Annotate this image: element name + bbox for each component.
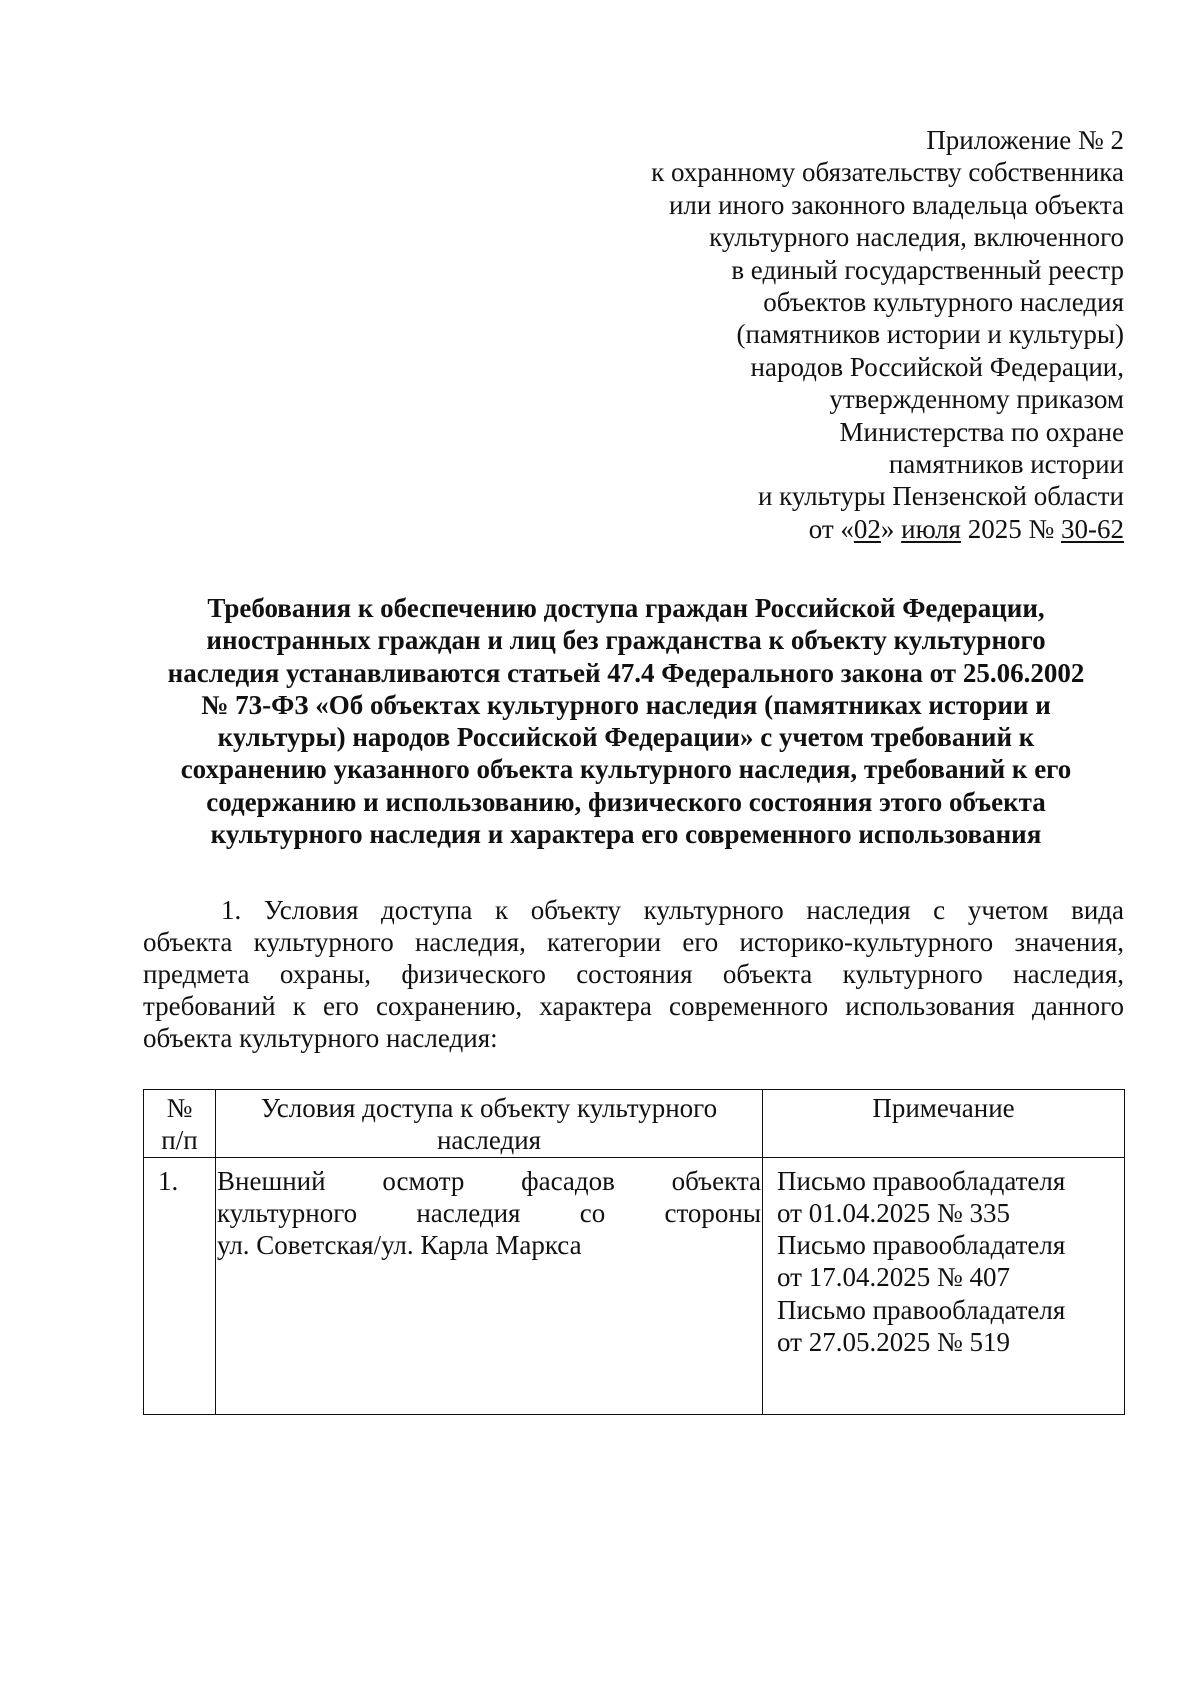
note-line: Письмо правообладателя (777, 1165, 1066, 1196)
date-year-label: 2025 № (960, 513, 1061, 544)
paragraph-line: 1. Условия доступа к объекту культурного наследия с учетом вида (221, 895, 1124, 925)
appendix-line: Приложение № 2 (926, 125, 1124, 155)
date-prefix: от « (808, 513, 854, 544)
appendix-line: утвержденному приказом (829, 384, 1124, 415)
appendix-line: и культуры Пензенской области (757, 481, 1124, 512)
note-line: от 01.04.2025 № 335 (777, 1197, 1010, 1228)
table-header-row (144, 1090, 1125, 1158)
note-line: от 27.05.2025 № 519 (777, 1327, 1010, 1358)
conditions-line: ул. Советская/ул. Карла Маркса (217, 1230, 582, 1261)
heading-line: иностранных граждан и лиц без гражданства к объекту культурного (206, 625, 1046, 656)
appendix-line: в единый государственный реестр (731, 254, 1124, 285)
appendix-line: культурного наследия, включенного (709, 222, 1124, 253)
heading-line: наследия устанавливаются статьей 47.4 Федерального закона от 25.06.2002 (167, 657, 1085, 688)
date-month: июля (901, 513, 961, 544)
heading-line: № 73-ФЗ «Об объектах культурного наследия (памятниках истории и (201, 689, 1051, 720)
heading-line: культурного наследия и характера его современного использования (210, 819, 1042, 850)
note-line: от 17.04.2025 № 407 (777, 1262, 1010, 1293)
conditions-line: культурного наследия со стороны (217, 1197, 761, 1228)
header-conditions (216, 1090, 763, 1158)
heading-line: культуры) народов Российской Федерации» с учетом требований к (217, 722, 1035, 753)
heading-line: содержанию и использованию, физического состояния этого объекта (206, 786, 1046, 817)
appendix-line: памятников истории (888, 449, 1124, 480)
appendix-line: или иного законного владельца объекта (668, 189, 1124, 220)
appendix-line: к охранному обязательству собственника (651, 157, 1124, 188)
header-number-line: № (166, 1093, 193, 1123)
order-number: 30-62 (1061, 513, 1124, 544)
paragraph-line: требований к его сохранению, характера современного использования данного (143, 991, 1124, 1022)
table-row (144, 1157, 1125, 1414)
appendix-line: Министерства по охране (839, 416, 1124, 447)
appendix-line: (памятников истории и культуры) (736, 319, 1124, 350)
header-note: Примечание (763, 1090, 1125, 1158)
note-line: Письмо правообладателя (777, 1230, 1066, 1261)
row-number: 1. (144, 1157, 216, 1414)
paragraph-line: объекта культурного наследия: (143, 1023, 498, 1054)
appendix-block (651, 124, 1124, 545)
appendix-line: объектов культурного наследия (763, 287, 1124, 318)
header-number (144, 1090, 216, 1158)
header-conditions-line: наследия (436, 1125, 542, 1156)
row-note (763, 1157, 1125, 1414)
paragraph-line: объекта культурного наследия, категории его историко-культурного значения, (143, 927, 1124, 958)
appendix-line: народов Российской Федерации, (750, 351, 1124, 382)
appendix-date-line (651, 513, 1124, 545)
date-separator: » (880, 513, 902, 544)
heading-line: Требования к обеспечению доступа граждан Российской Федерации, (207, 593, 1045, 623)
conditions-line: Внешний осмотр фасадов объекта (217, 1165, 761, 1196)
row-conditions (216, 1157, 763, 1414)
header-number-line: п/п (161, 1125, 198, 1156)
date-day: 02 (853, 513, 881, 544)
access-conditions-table (143, 1089, 1125, 1415)
header-conditions-line: Условия доступа к объекту культурного (260, 1093, 718, 1123)
paragraph-line: предмета охраны, физического состояния объекта культурного наследия, (143, 959, 1124, 990)
document-heading (128, 592, 1124, 850)
note-line: Письмо правообладателя (777, 1294, 1066, 1325)
heading-line: сохранению указанного объекта культурного наследия, требований к его (180, 754, 1072, 785)
section-1-paragraph (143, 894, 1124, 1054)
